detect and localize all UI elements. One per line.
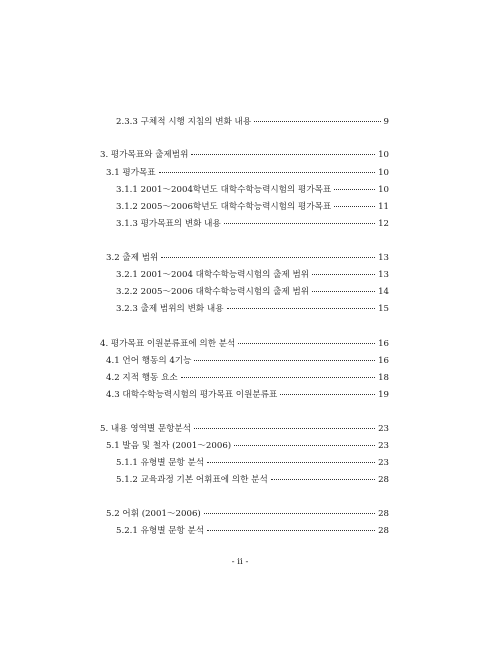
toc-dot-leader: [334, 206, 375, 207]
toc-entry-page: 9: [383, 117, 389, 127]
toc-dot-leader: [227, 308, 376, 309]
toc-entry-label: 3.2.1 2001～2004 대학수학능력시험의 출제 범위: [116, 270, 310, 280]
toc-entry-3-2-2[interactable]: [116, 286, 389, 298]
toc-entry-page: 13: [378, 270, 389, 280]
toc-dot-leader: [161, 257, 375, 258]
toc-entry-5-2-1[interactable]: [116, 525, 389, 537]
toc-entry-3-1-3[interactable]: [116, 218, 389, 230]
toc-entry-page: 11: [378, 202, 389, 212]
toc-dot-leader: [204, 513, 375, 514]
toc-entry-page: 16: [378, 339, 389, 349]
toc-entry-5-1-2[interactable]: [116, 474, 389, 486]
toc-entry-page: 18: [378, 373, 389, 383]
toc-entry-label: 5.2.1 유형별 문항 분석: [116, 526, 205, 536]
toc-entry-label: 3.1 평가목표: [106, 168, 156, 178]
toc-entry-page: 12: [378, 219, 389, 229]
toc-entry-3-1-2[interactable]: [116, 201, 389, 213]
toc-dot-leader: [334, 189, 375, 190]
toc-dot-leader: [194, 360, 375, 361]
toc-entry-4-2[interactable]: [106, 372, 389, 384]
toc-entry-page: 10: [378, 150, 389, 160]
toc-entry-label: 5.1 발음 및 철자 (2001～2006): [106, 441, 232, 451]
toc-dot-leader: [207, 462, 375, 463]
toc-entry-label: 4.3 대학수학능력시험의 평가목표 이원분류표: [106, 390, 278, 400]
toc-entry-5-2[interactable]: [106, 508, 389, 520]
toc-entry-label: 5.1.2 교육과정 기본 어휘표에 의한 분석: [116, 475, 268, 485]
toc-entry-3-2-3[interactable]: [116, 303, 389, 315]
toc-entry-2-3-3[interactable]: [116, 116, 389, 128]
toc-entry-4-3[interactable]: [106, 389, 389, 401]
toc-entry-label: 2.3.3 구체적 시행 지침의 변화 내용: [116, 117, 252, 127]
toc-entry-label: 3.2.3 출제 범위의 변화 내용: [116, 304, 224, 314]
toc-entry-4-1[interactable]: [106, 355, 389, 367]
toc-dot-leader: [312, 274, 375, 275]
toc-dot-leader: [181, 377, 375, 378]
toc-dot-leader: [159, 172, 375, 173]
toc-entry-page: 23: [378, 458, 389, 468]
toc-entry-page: 14: [378, 287, 389, 297]
toc-entry-3[interactable]: [100, 149, 389, 161]
toc-entry-label: 4. 평가목표 이원분류표에 의한 분석: [100, 339, 236, 349]
toc-entry-3-2-1[interactable]: [116, 269, 389, 281]
toc-dot-leader: [238, 343, 375, 344]
toc-dot-leader: [191, 154, 375, 155]
toc-entry-3-1-1[interactable]: [116, 184, 389, 196]
toc-entry-page: 10: [378, 168, 389, 178]
toc-entry-label: 3. 평가목표와 출제범위: [100, 150, 189, 160]
toc-dot-leader: [224, 223, 375, 224]
toc-entry-page: 28: [378, 526, 389, 536]
toc-entry-label: 4.2 지적 행동 요소: [106, 373, 178, 383]
toc-dot-leader: [194, 428, 375, 429]
toc-entry-label: 3.1.1 2001～2004학년도 대학수학능력시험의 평가목표: [116, 185, 332, 195]
toc-entry-label: 5.2 어휘 (2001～2006): [106, 509, 201, 519]
toc-dot-leader: [254, 121, 380, 122]
toc-entry-page: 28: [378, 475, 389, 485]
toc-entry-page: 19: [378, 390, 389, 400]
toc-entry-5-1[interactable]: [106, 440, 389, 452]
toc-entry-page: 23: [378, 424, 389, 434]
toc-entry-page: 28: [378, 509, 389, 519]
toc-dot-leader: [234, 445, 375, 446]
toc-entry-label: 5.1.1 유형별 문항 분석: [116, 458, 205, 468]
toc-dot-leader: [312, 291, 375, 292]
toc-entry-label: 3.2 출제 범위: [106, 253, 159, 263]
toc-entry-label: 5. 내용 영역별 문항분석: [100, 424, 192, 434]
toc-entry-3-1[interactable]: [106, 167, 389, 179]
toc-entry-5[interactable]: [100, 423, 389, 435]
toc-entry-label: 3.2.2 2005～2006 대학수학능력시험의 출제 범위: [116, 287, 310, 297]
toc-entry-3-2[interactable]: [106, 252, 389, 264]
toc-dot-leader: [207, 530, 375, 531]
toc-entry-5-1-1[interactable]: [116, 457, 389, 469]
toc-entry-label: 4.1 언어 행동의 4기능: [106, 356, 192, 366]
toc-dot-leader: [280, 394, 375, 395]
toc-entry-page: 23: [378, 441, 389, 451]
toc-entry-page: 13: [378, 253, 389, 263]
toc-entry-page: 15: [378, 304, 389, 314]
toc-entry-page: 10: [378, 185, 389, 195]
toc-dot-leader: [271, 479, 375, 480]
page-number-footer: - ii -: [231, 557, 249, 567]
toc-entry-4[interactable]: [100, 338, 389, 350]
toc-entry-label: 3.1.2 2005～2006학년도 대학수학능력시험의 평가목표: [116, 202, 332, 212]
toc-entry-page: 16: [378, 356, 389, 366]
toc-entry-label: 3.1.3 평가목표의 변화 내용: [116, 219, 221, 229]
